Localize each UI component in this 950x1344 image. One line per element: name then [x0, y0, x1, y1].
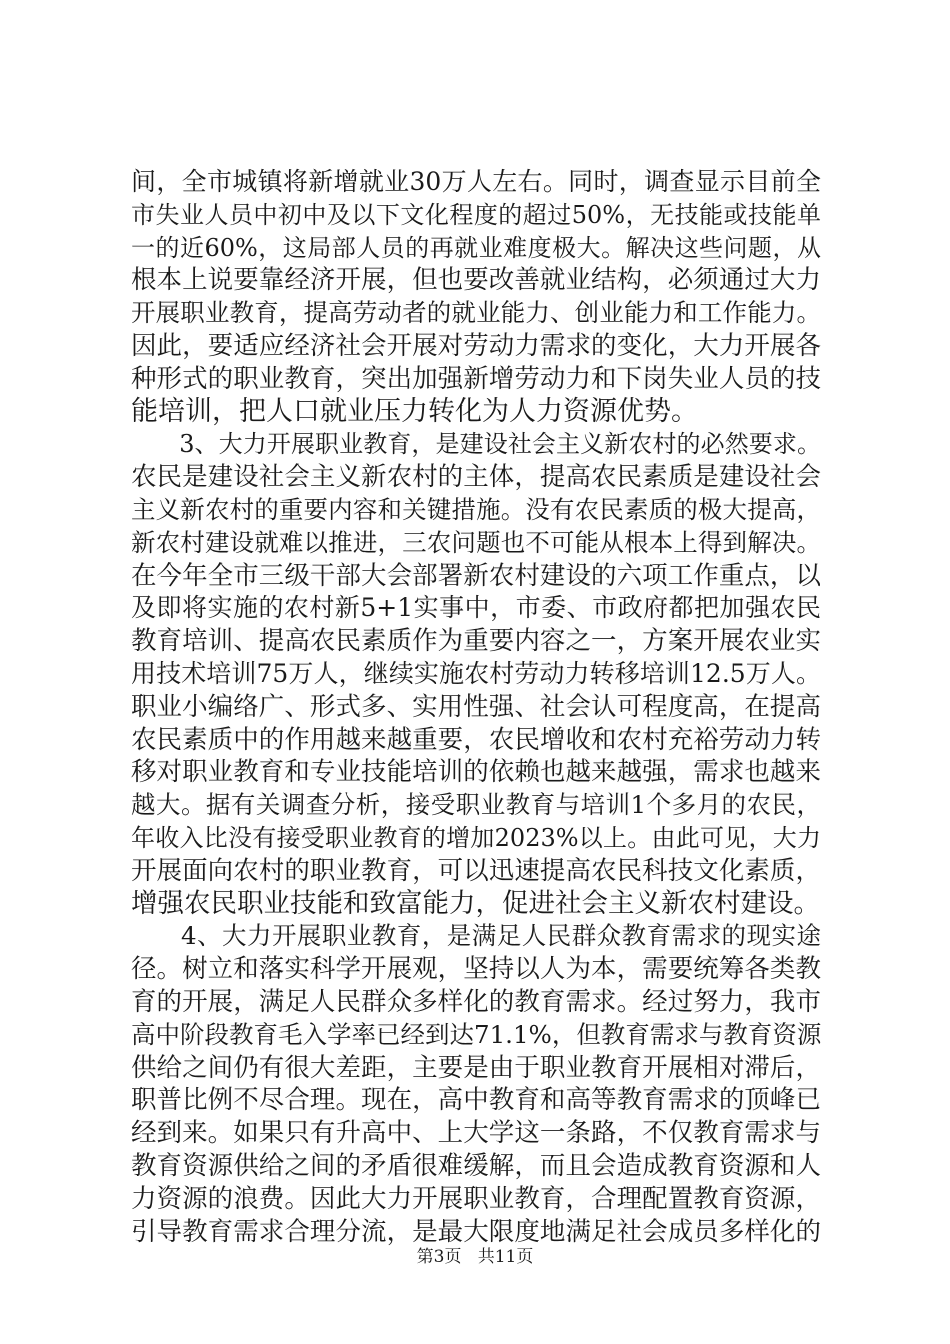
- text-line: 根本上说要靠经济开展，但也要改善就业结构，必须通过大力: [131, 265, 821, 296]
- text-line: 用技术培训75万人，继续实施农村劳动力转移培训12.5万人。: [131, 658, 821, 688]
- text-line: 教育资源供给之间的矛盾很难缓解，而且会造成教育资源和人: [131, 1150, 821, 1181]
- text-line: 开展职业教育，提高劳动者的就业能力、创业能力和工作能力。: [131, 298, 821, 328]
- text-line: 育的开展，满足人民群众多样化的教育需求。经过努力，我市: [131, 986, 821, 1017]
- text-line: 3、大力开展职业教育，是建设社会主义新农村的必然要求。: [131, 430, 821, 459]
- body-text: [131, 166, 821, 1248]
- text-line: 间，全市城镇将新增就业30万人左右。同时，调查显示目前全: [131, 167, 821, 196]
- text-line: 开展面向农村的职业教育，可以迅速提高农民科技文化素质，: [131, 855, 821, 886]
- page-footer: [0, 1246, 950, 1268]
- text-line: 径。树立和落实科学开展观，坚持以人为本，需要统筹各类教: [131, 954, 821, 985]
- total-pages: 共11页: [477, 1247, 534, 1267]
- text-line: 因此，要适应经济社会开展对劳动力需求的变化，大力开展各: [131, 330, 821, 361]
- text-line: 一的近60%，这局部人员的再就业难度极大。解决这些问题，从: [131, 233, 821, 262]
- text-line: 在今年全市三级干部大会部署新农村建设的六项工作重点，以: [131, 560, 821, 591]
- text-line: 供给之间仍有很大差距，主要是由于职业教育开展相对滞后，: [131, 1052, 821, 1083]
- text-line: 4、大力开展职业教育，是满足人民群众教育需求的现实途: [131, 921, 821, 951]
- text-line: 移对职业教育和专业技能培训的依赖也越来越强，需求也越来: [131, 757, 821, 788]
- text-line: 职业小编络广、形式多、实用性强、社会认可程度高，在提高: [131, 691, 821, 722]
- text-line: 越大。据有关调查分析，接受职业教育与培训1个多月的农民，: [131, 790, 821, 820]
- text-line: 年收入比没有接受职业教育的增加2023%以上。由此可见，大力: [131, 823, 821, 852]
- text-line: 市失业人员中初中及以下文化程度的超过50%，无技能或技能单: [131, 200, 821, 229]
- text-line: 主义新农村的重要内容和关键措施。没有农民素质的极大提高，: [131, 494, 821, 524]
- text-line: 引导教育需求合理分流，是最大限度地满足社会成员多样化的: [131, 1216, 821, 1247]
- text-line: 职普比例不尽合理。现在，高中教育和高等教育需求的顶峰已: [131, 1085, 821, 1116]
- text-line: 增强农民职业技能和致富能力，促进社会主义新农村建设。: [131, 887, 820, 919]
- text-line: 新农村建设就难以推进，三农问题也不可能从根本上得到解决。: [131, 527, 821, 557]
- text-line: 经到来。如果只有升高中、上大学这一条路，不仅教育需求与: [131, 1118, 821, 1149]
- text-line: 力资源的浪费。因此大力开展职业教育，合理配置教育资源，: [131, 1183, 821, 1214]
- page-number: 第3页: [416, 1247, 462, 1267]
- text-line: 教育培训、提高农民素质作为重要内容之一，方案开展农业实: [131, 626, 821, 657]
- text-line: 农民是建设社会主义新农村的主体，提高农民素质是建设社会: [131, 462, 821, 493]
- text-line: 种形式的职业教育，突出加强新增劳动力和下岗失业人员的技: [131, 363, 821, 394]
- text-line: 能培训，把人口就业压力转化为人力资源优势。: [131, 395, 698, 427]
- text-line: 高中阶段教育毛入学率已经到达71.1%，但教育需求与教育资源: [131, 1019, 822, 1049]
- text-line: 农民素质中的作用越来越重要，农民增收和农村充裕劳动力转: [131, 724, 821, 755]
- footer-spacer: [467, 1247, 472, 1267]
- text-line: 及即将实施的农村新5+1实事中，市委、市政府都把加强农民: [131, 593, 821, 623]
